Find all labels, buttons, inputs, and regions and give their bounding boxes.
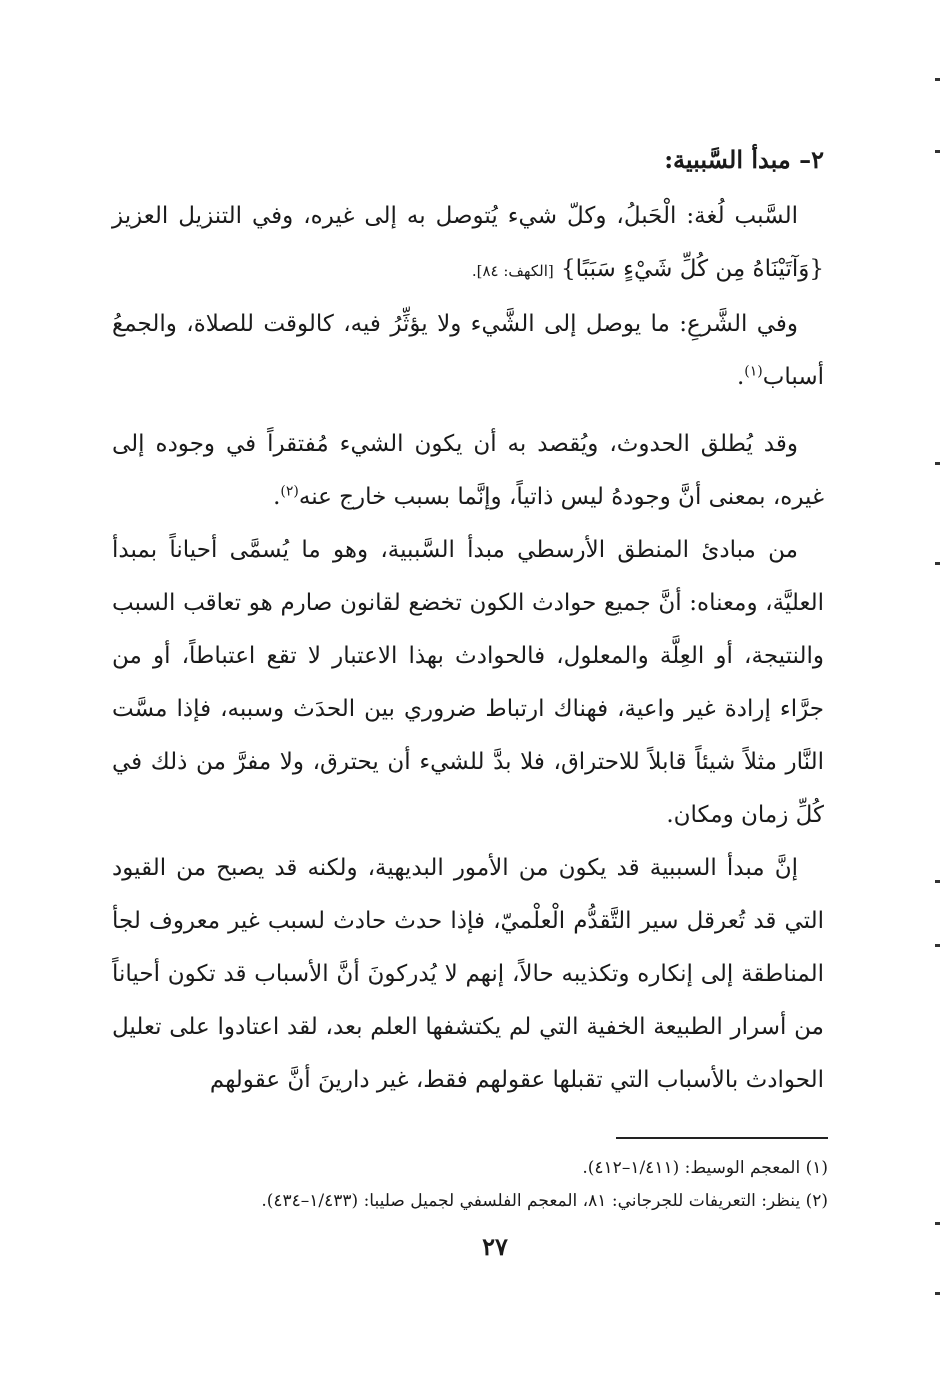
paragraph-text: وقد يُطلق الحدوث، ويُقصد به أن يكون الشيء مُفتقراً في وجوده إلى غيره، بمعنى أنَّ وجودهُ ليس ذاتياً، وإنَّما بسبب خارج عنه: [112, 431, 824, 510]
paragraph-occurrence: [112, 418, 824, 524]
footnote-divider: [616, 1137, 828, 1139]
footnote-ref-2[interactable]: (٢): [280, 483, 299, 500]
scan-edge-mark: [935, 462, 940, 465]
page-number: ٢٧: [482, 1232, 508, 1261]
paragraph-definition-language: [112, 190, 824, 298]
body-text-continued: [112, 418, 824, 1107]
footnotes: [116, 1152, 828, 1218]
paragraph-causality-critique: إنَّ مبدأ السببية قد يكون من الأمور البديهية، ولكنه قد يصبح من القيود التي قد تُعرقل سير التَّقدُّم الْعلْميّ، فإذا حدث حادث لسبب غير معروف لجأ المناطقة إلى إنكاره وتكذيبه حالاً، إنهم لا يُدركونَ أنَّ الأسباب قد تكون أحياناً من أسرار الطبيعة الخفية التي لم يكتشفها العلم بعد، لقد اعتادوا على تعليل الحوادث بالأسباب التي تقبلها عقولهم فقط، غير دارينَ أنَّ عقولهم: [112, 855, 824, 1093]
body-text: [112, 190, 824, 404]
paragraph-text: السَّبب لُغة: الْحَبلُ، وكلّ شيء يُتوصل به إلى غيره، وفي التنزيل العزيز {وَآتَيْنَاهُ مِن كُلِّ شَيْءٍ سَبَبًا}: [112, 203, 824, 282]
paragraph-end: .: [736, 364, 745, 390]
paragraph-aristotelian-logic: من مبادئ المنطق الأرسطي مبدأ السَّببية، وهو ما يُسمَّى أحياناً بمبدأ العليَّة، ومعناه: أنَّ جميع حوادث الكون تخضع لقانون صارم هو تعاقب السبب والنتيجة، أو العِلَّة والمعلول، فالحوادث بهذا الاعتبار لا تقع اعتباطاً، أو من جرَّاء إرادة غير واعية، فهناك ارتباط ضروري بين الحدَث وسببه، فإذا مسَّت النَّار مثلاً شيئاً قابلاً للاحتراق، فلا بدَّ للشيء أن يحترق، ولا مفرَّ من ذلك في كُلِّ زمان ومكان.: [112, 537, 824, 828]
scan-edge-mark: [935, 880, 940, 883]
scan-edge-mark: [935, 1292, 940, 1295]
section-heading: ٢– مبدأ السَّببية:: [664, 145, 824, 174]
footnote-ref-1[interactable]: (١): [744, 363, 763, 380]
paragraph-definition-sharia: [112, 298, 824, 404]
footnote-2: (٢) ينظر: التعريفات للجرجاني: ٨١، المعجم الفلسفي لجميل صليبا: (١/٤٣٣–٤٣٤).: [261, 1191, 828, 1211]
scan-edge-mark: [935, 944, 940, 947]
footnote-1: (١) المعجم الوسيط: (١/٤١١–٤١٢).: [582, 1158, 828, 1178]
quran-citation: [الكهف: ٨٤].: [471, 262, 554, 280]
scan-edge-mark: [935, 562, 940, 565]
paragraph-text: وفي الشَّرعِ: ما يوصل إلى الشَّيء ولا يؤثِّرُ فيه، كالوقت للصلاة، والجمعُ أسباب: [112, 311, 824, 390]
scan-edge-mark: [935, 1222, 940, 1225]
paragraph-end: .: [273, 484, 281, 510]
scan-edge-mark: [935, 150, 940, 153]
scan-edge-mark: [935, 78, 940, 81]
